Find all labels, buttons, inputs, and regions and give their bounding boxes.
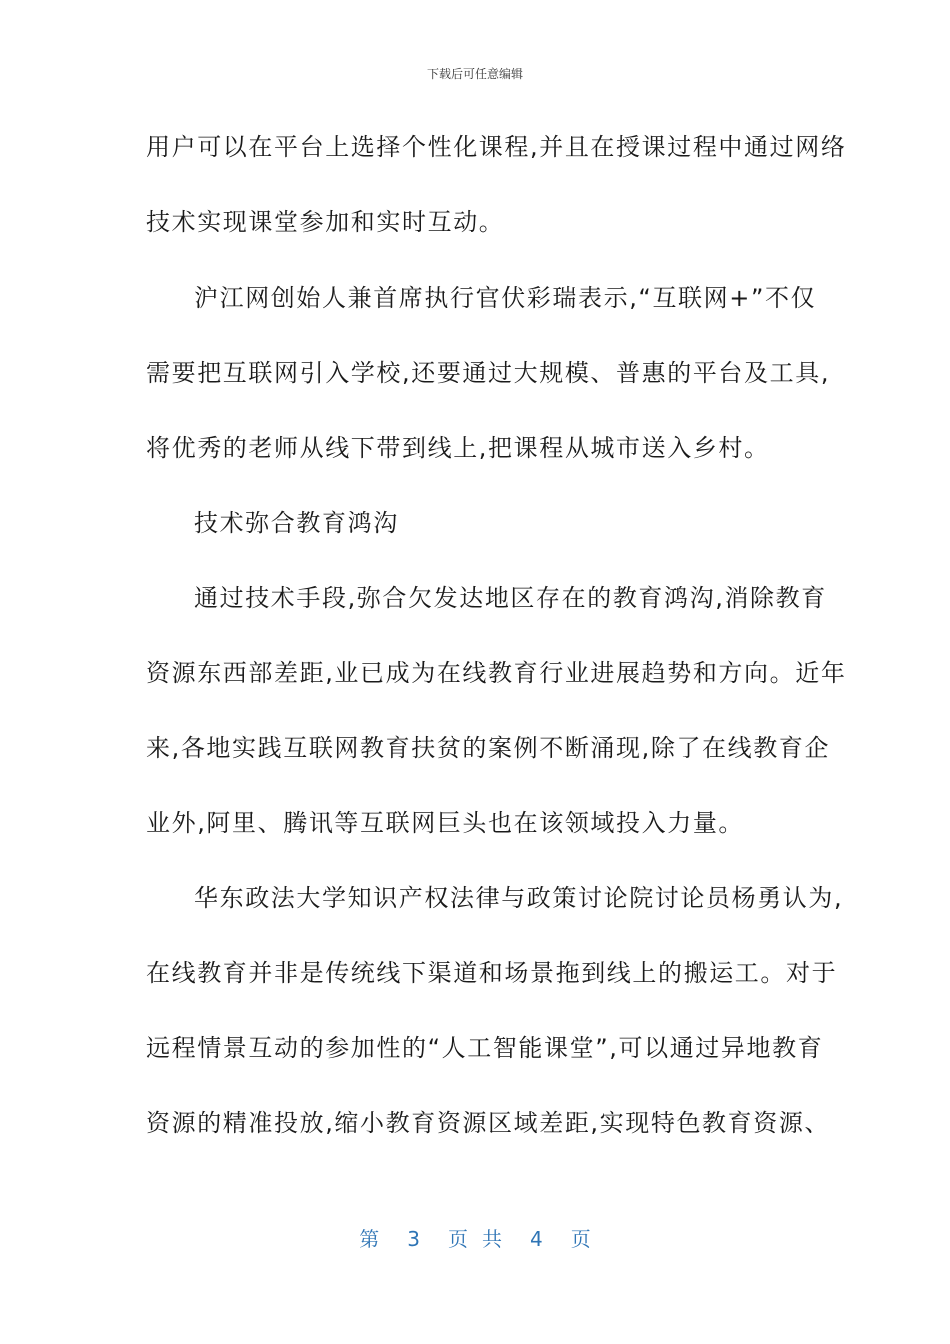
section-heading: 技术弥合教育鸿沟 (194, 509, 399, 537)
paragraph-line: 用户可以在平台上选择个性化课程,并且在授课过程中通过网络 (146, 133, 847, 161)
paragraph-line: 需要把互联网引入学校,还要通过大规模、普惠的平台及工具, (146, 359, 831, 387)
page-header: 下载后可任意编辑 (426, 67, 523, 81)
footer-ye-total: 页 (570, 1227, 591, 1251)
paragraph-line: 华东政法大学知识产权法律与政策讨论院讨论员杨勇认为, (194, 884, 844, 912)
paragraph-line: 来,各地实践互联网教育扶贫的案例不断涌现,除了在线教育企 (146, 734, 831, 762)
paragraph-line: 将优秀的老师从线下带到线上,把课程从城市送入乡村。 (146, 434, 770, 462)
paragraph-line: 远程情景互动的参加性的“人工智能课堂”,可以通过异地教育 (146, 1034, 824, 1062)
total-page-number: 4 (530, 1227, 543, 1251)
paragraph-line: 通过技术手段,弥合欠发达地区存在的教育鸿沟,消除教育 (194, 584, 827, 612)
footer-gong: 共 (482, 1227, 502, 1251)
footer-ye: 页 (448, 1227, 468, 1251)
paragraph-line: 业外,阿里、腾讯等互联网巨头也在该领域投入力量。 (146, 809, 745, 837)
paragraph-line: 资源的精准投放,缩小教育资源区域差距,实现特色教育资源、 (146, 1109, 831, 1137)
paragraph-line: 资源东西部差距,业已成为在线教育行业进展趋势和方向。近年 (146, 659, 847, 687)
paragraph-line: 技术实现课堂参加和实时互动。 (146, 208, 505, 236)
paragraph-line: 在线教育并非是传统线下渠道和场景拖到线上的搬运工。对于 (146, 959, 838, 987)
page-footer (0, 1226, 950, 1252)
current-page-number: 3 (407, 1227, 420, 1251)
paragraph-line: 沪江网创始人兼首席执行官伏彩瑞表示,“互联网+”不仅 (194, 284, 817, 312)
footer-di: 第 (359, 1227, 380, 1251)
